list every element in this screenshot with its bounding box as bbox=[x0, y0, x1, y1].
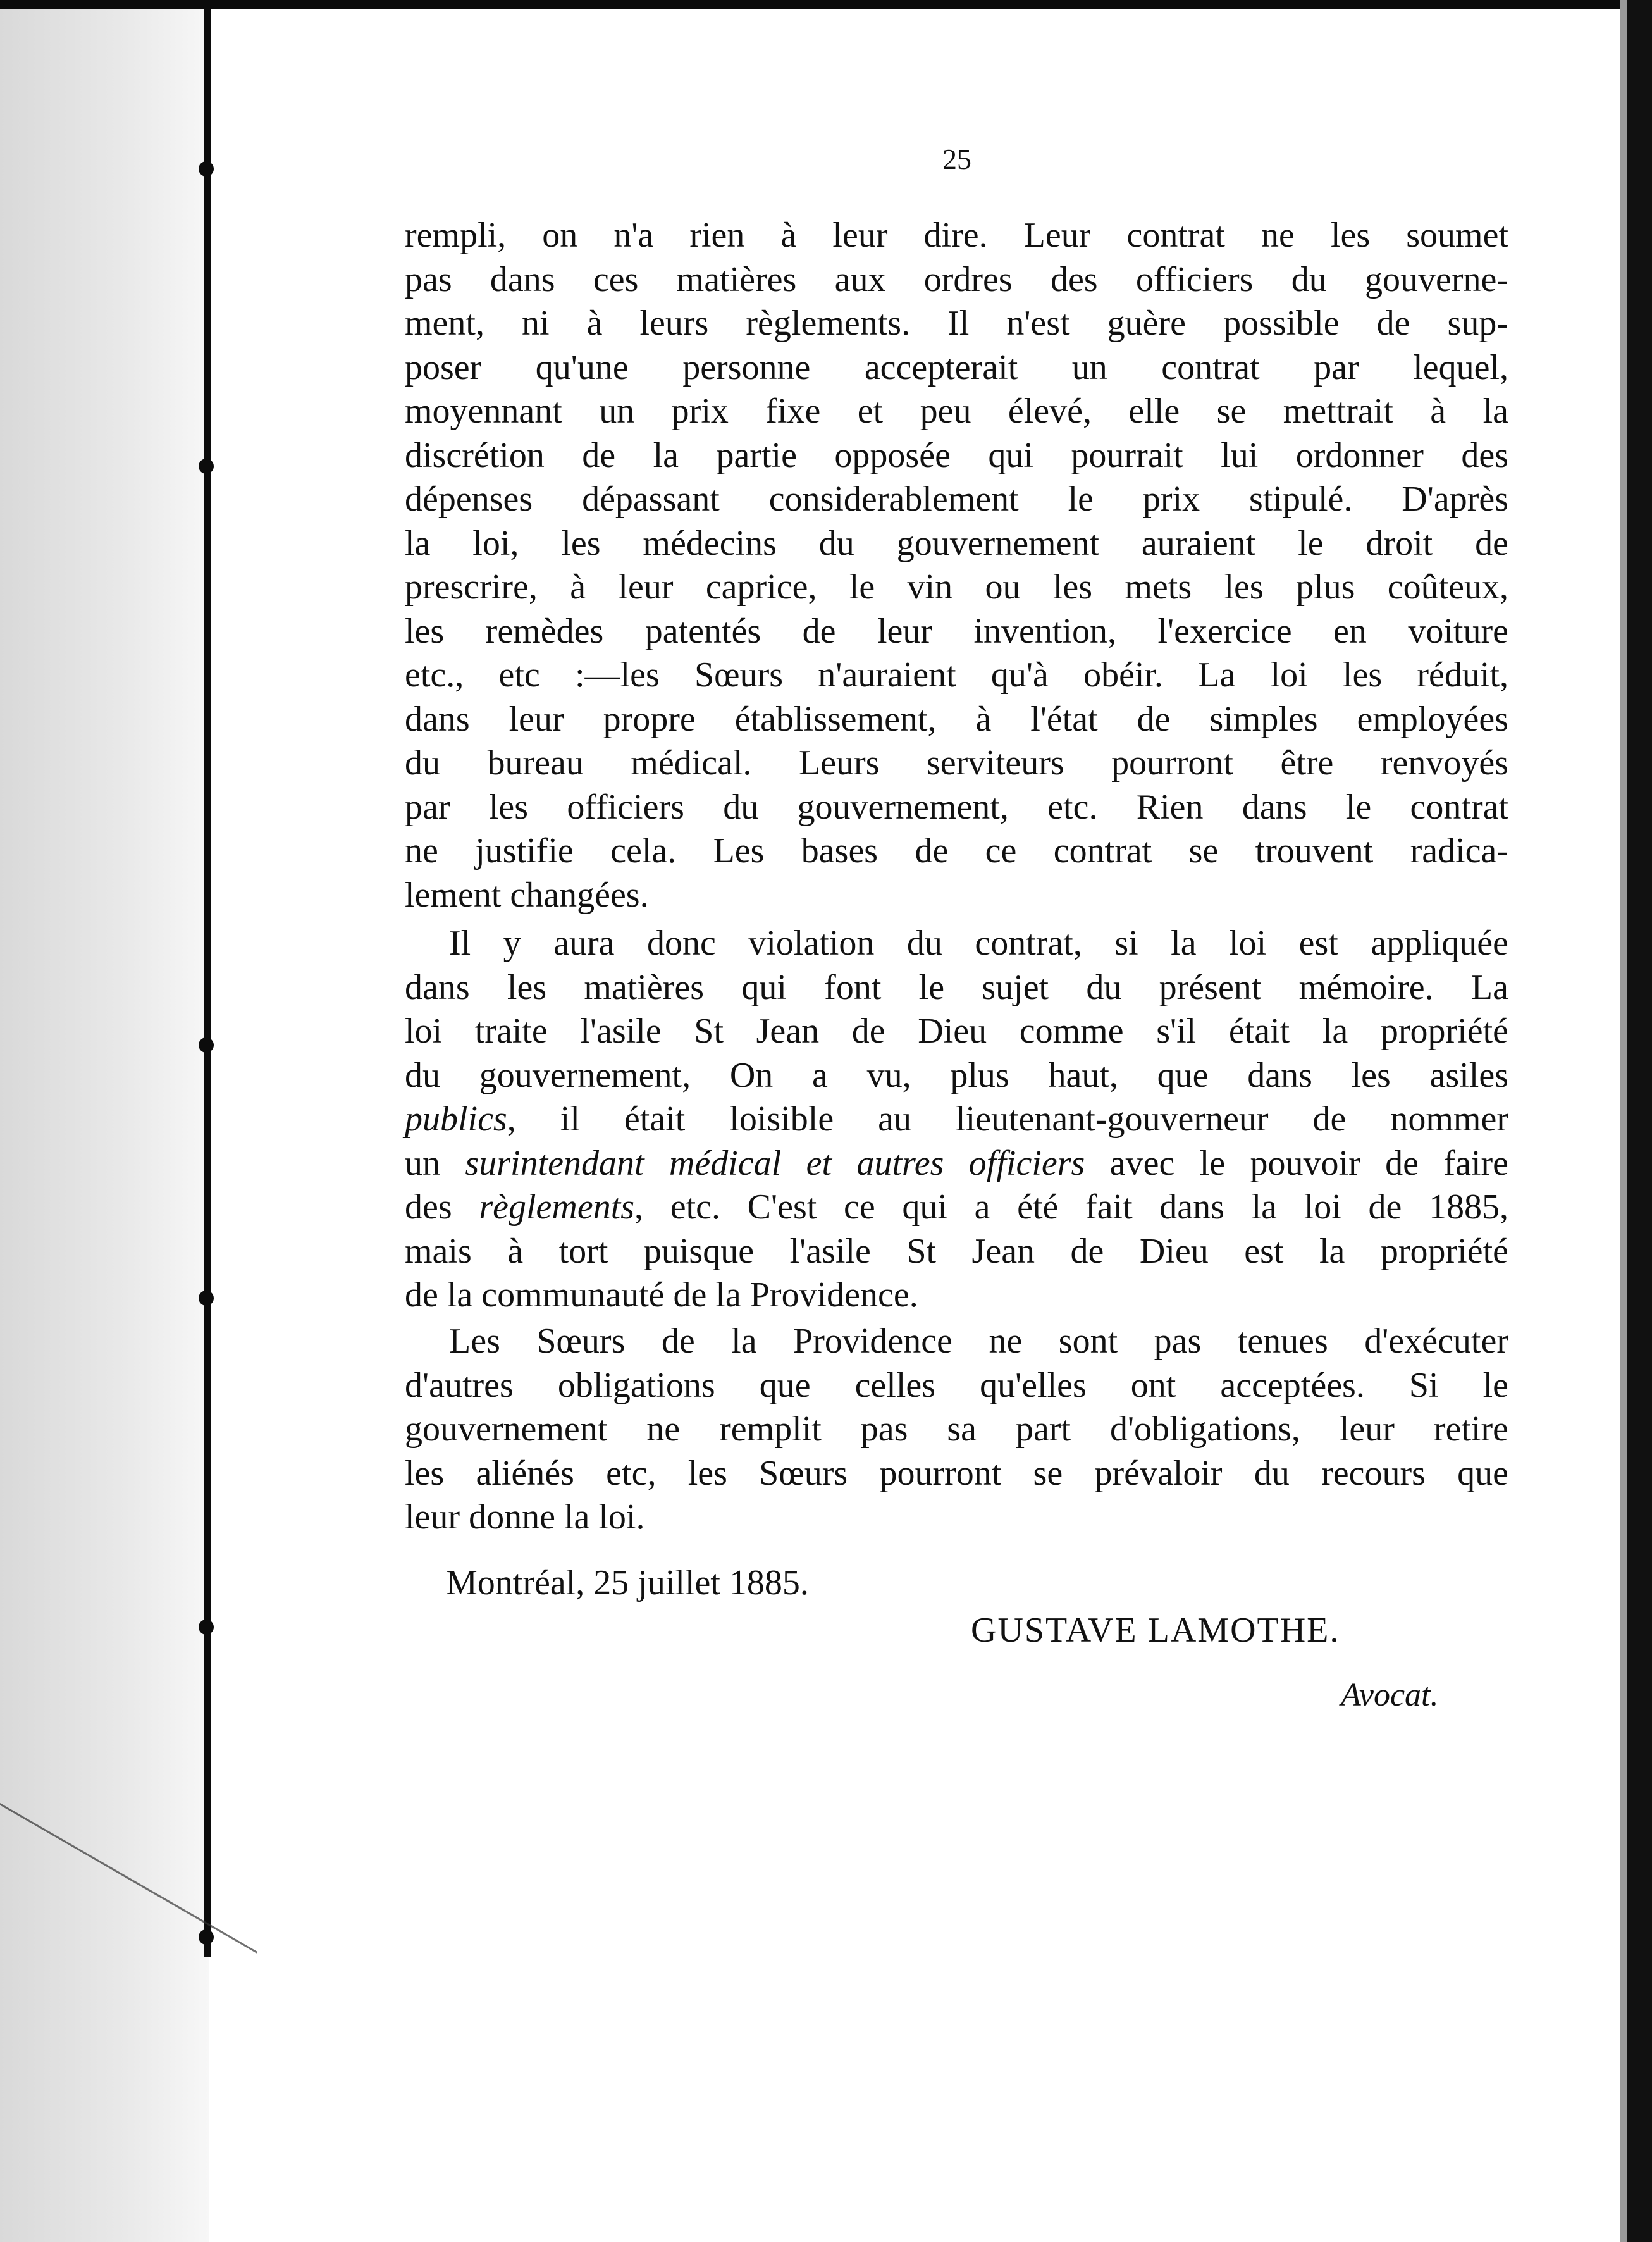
text-line: du gouvernement, On a vu, plus haut, que dans les asiles bbox=[405, 1055, 1508, 1095]
text-line: la loi, les médecins du gouvernement auraient le droit de bbox=[405, 523, 1508, 563]
binding-knot bbox=[199, 1291, 214, 1306]
text-line: ne justifie cela. Les bases de ce contrat se trouvent radica- bbox=[405, 831, 1508, 870]
binding-knot bbox=[199, 1620, 214, 1635]
binding-thread bbox=[204, 9, 211, 1957]
binding-knot bbox=[199, 1929, 214, 1945]
scan-edge-right bbox=[1627, 0, 1652, 2242]
page-number: 25 bbox=[942, 143, 971, 175]
text-line: les aliénés etc, les Sœurs pourront se prévaloir du recours que bbox=[405, 1453, 1508, 1493]
text-line: leur donne la loi. bbox=[405, 1497, 645, 1537]
binding-knot bbox=[199, 459, 214, 474]
text-line: rempli, on n'a rien à leur dire. Leur contrat ne les soumet bbox=[405, 216, 1508, 255]
text-line: Les Sœurs de la Providence ne sont pas tenues d'exécuter bbox=[449, 1322, 1508, 1361]
text-line: prescrire, à leur caprice, le vin ou les mets les plus coûteux, bbox=[405, 567, 1508, 607]
text-line: mais à tort puisque l'asile St Jean de Dieu est la propriété bbox=[405, 1231, 1508, 1271]
text-line: un surintendant médical et autres officiers avec le pouvoir de faire bbox=[405, 1143, 1509, 1183]
text-line: discrétion de la partie opposée qui pourrait lui ordonner des bbox=[405, 435, 1508, 475]
text-line: publics, il était loisible au lieutenant-gouverneur de nommer bbox=[405, 1099, 1508, 1139]
text-line: dans leur propre établissement, à l'état de simples employées bbox=[405, 699, 1508, 739]
text-line: ment, ni à leurs règlements. Il n'est guère possible de sup- bbox=[405, 304, 1508, 343]
binding-knot bbox=[199, 1037, 214, 1053]
text-line: poser qu'une personne accepterait un contrat par lequel, bbox=[405, 347, 1508, 387]
scan-edge-top bbox=[0, 0, 1652, 9]
text-line: de la communauté de la Providence. bbox=[405, 1275, 918, 1315]
text-line: des règlements, etc. C'est ce qui a été fait dans la loi de 1885, bbox=[405, 1187, 1509, 1227]
text-line: pas dans ces matières aux ordres des officiers du gouverne- bbox=[405, 259, 1508, 299]
text-line: moyennant un prix fixe et peu élevé, elle se mettrait à la bbox=[405, 392, 1508, 431]
text-line: du bureau médical. Leurs serviteurs pourront être renvoyés bbox=[405, 743, 1508, 783]
signature: GUSTAVE LAMOTHE. bbox=[971, 1611, 1340, 1650]
scan-edge-right-shadow bbox=[1620, 0, 1627, 2242]
text-line: loi traite l'asile St Jean de Dieu comme s'il était la propriété bbox=[405, 1012, 1508, 1051]
text-line: dépenses dépassant considerablement le prix stipulé. D'après bbox=[405, 480, 1508, 519]
text-line: dans les matières qui font le sujet du présent mémoire. La bbox=[405, 967, 1508, 1007]
text-line: les remèdes patentés de leur invention, l'exercice en voiture bbox=[405, 611, 1508, 651]
paragraph-1 bbox=[405, 214, 1508, 917]
text-line: d'autres obligations que celles qu'elles ont acceptées. Si le bbox=[405, 1365, 1508, 1405]
text-line: etc., etc :—les Sœurs n'auraient qu'à obéir. La loi les réduit, bbox=[405, 655, 1508, 695]
signature-title: Avocat. bbox=[1341, 1677, 1439, 1713]
text-line: par les officiers du gouvernement, etc. Rien dans le contrat bbox=[405, 787, 1508, 827]
paragraph-2 bbox=[405, 922, 1508, 1318]
paragraph-3 bbox=[405, 1320, 1508, 1540]
text-line: gouvernement ne remplit pas sa part d'obligations, leur retire bbox=[405, 1409, 1508, 1449]
binding-knot bbox=[199, 161, 214, 177]
text-line: Il y aura donc violation du contrat, si la loi est appliquée bbox=[449, 924, 1508, 963]
dateline: Montréal, 25 juillet 1885. bbox=[446, 1563, 809, 1602]
text-line: lement changées. bbox=[405, 875, 649, 915]
